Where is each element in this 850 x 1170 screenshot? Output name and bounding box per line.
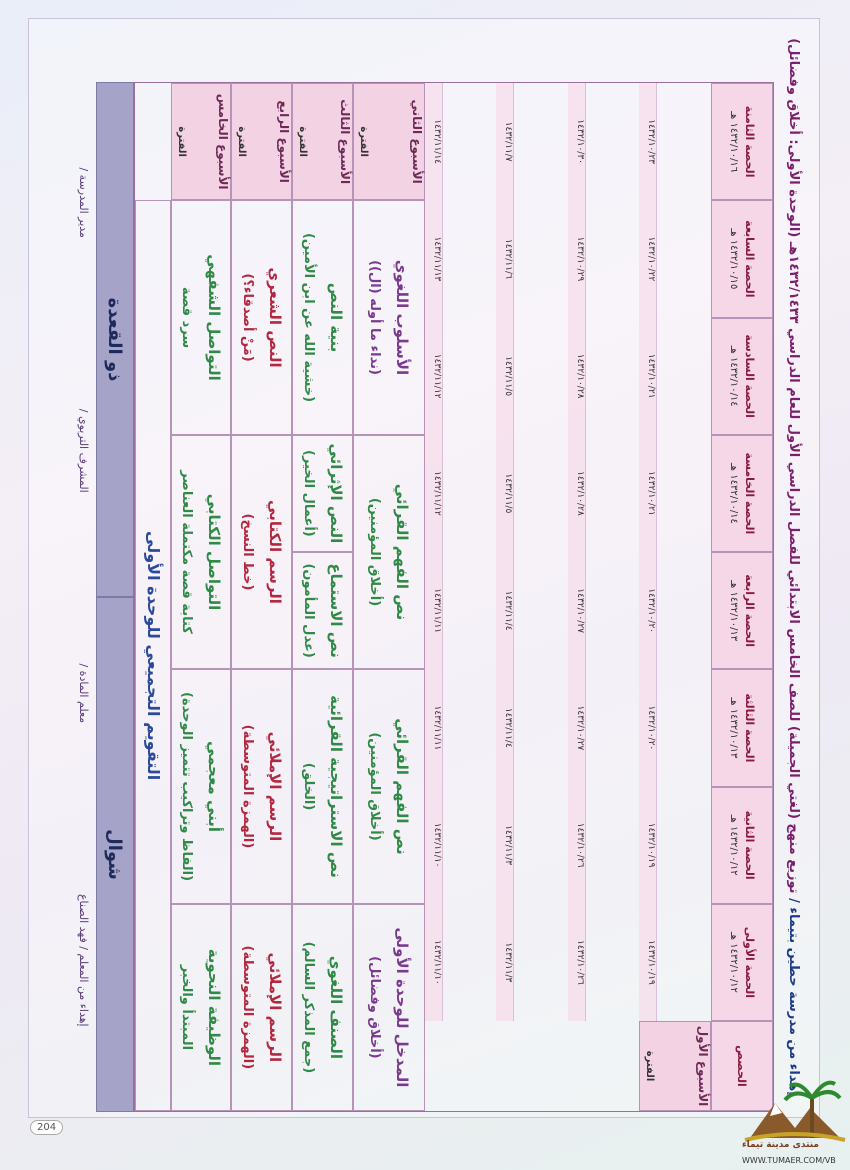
lesson-subtitle: (الخلق) [300,762,316,811]
period-date: ١٤٣٢/١٠/٢٦ [568,904,586,1021]
period-date: ١٤٣٢/١٠/٢٧ [568,552,586,669]
lesson-title [232,721,291,853]
header-period [711,669,773,786]
lesson-cell [353,904,425,1111]
lesson-text: أبني معجمي [205,740,224,833]
lesson-title [172,250,231,384]
lesson-cell [171,669,232,904]
page-number: 204 [30,1120,63,1135]
lesson-cell [171,904,232,1111]
period-date: ١٤٣٢/١١/٣ [496,904,514,1021]
header-date: ١٤٣٢/١٠/١٥ هـ [728,228,739,290]
lesson-subtitle: (خط النسخ) [240,513,256,591]
lesson-title [293,439,352,547]
lesson-cell [353,669,425,904]
lesson-subtitle: (الفاظ وتراكيب تتميز الوحدة) [179,692,195,882]
week-label [171,83,232,200]
lesson-cell [231,200,292,435]
header-label: الحصص [735,1045,749,1087]
lesson-text: الرسم الكتابي [266,500,285,604]
lesson-cell [171,435,232,670]
lesson-text: الأسلوب اللغوي [393,259,412,376]
period-date: ١٤٣٢/١١/١٣ [425,200,443,317]
period-date: ١٤٣٢/١١/٤ [496,669,514,786]
lesson-cell [171,200,232,435]
signature-footer [74,82,94,1112]
header-date: ١٤٣٢/١٠/١٢ هـ [728,814,739,876]
lesson-cell [292,435,353,552]
header-period [711,318,773,435]
header-date: ١٤٣٢/١٠/١٤ هـ [728,462,739,524]
period-date: ١٤٣٢/١٠/٢٣ [639,83,657,200]
header-date: ١٤٣٢/١٠/١٢ هـ [728,931,739,993]
lesson-text: نص الفهم القرائي [393,718,412,855]
week-dates [639,83,657,1021]
lesson-title [136,527,170,784]
week-dates [496,83,514,1021]
footer-item: مدير المدرسة / [77,167,91,238]
week-period: الفترة [175,126,187,157]
period-date: ١٤٣٢/١١/٥ [496,435,514,552]
week-label [231,83,292,200]
period-date: ١٤٣٢/١١/٥ [496,318,514,435]
header-period [711,552,773,669]
months-bar [96,82,134,1112]
week-label [353,83,425,200]
lesson-title [293,938,352,1078]
header-label: الحصة الثانية [743,810,756,880]
lesson-title [293,691,352,882]
lesson-cell [135,200,171,1111]
week-label [292,83,353,200]
lesson-title [359,714,418,859]
lesson-subtitle: (أعمال الخير) [300,450,316,537]
period-date: ١٤٣٢/١٠/٢٢ [639,200,657,317]
week-name: الأسبوع الثالث [337,99,352,185]
header-label: الحصة السابعة [743,220,756,298]
lesson-cell [353,435,425,670]
lesson-subtitle: (أخلاق وفضائل) [367,956,383,1059]
week-name: الأسبوع الثاني [409,99,424,184]
period-date: ١٤٣٢/١١/٧ [496,83,514,200]
period-date: ١٤٣٢/١٠/٢٦ [568,787,586,904]
period-date: ١٤٣٢/١١/١١ [425,669,443,786]
lesson-title [359,256,418,379]
header-period [711,435,773,552]
month-label: شوال [96,597,134,1112]
lesson-cell [231,904,292,1111]
lesson-title [172,466,231,638]
week-period: الفترة [644,1050,656,1082]
lesson-text: النص الإثرائي [326,443,345,544]
header-label: الحصة الأولى [743,926,756,998]
lesson-cell [292,552,353,669]
footer-item: المشرف التربوي / [77,408,91,493]
period-date: ١٤٣٢/١٠/٢٨ [568,318,586,435]
lesson-cell [292,200,353,435]
lesson-text: التواصل الشفهي [205,254,224,381]
header-label: الحصة الخامسة [743,452,756,535]
period-date: ١٤٣٢/١٠/١٩ [639,787,657,904]
logo-url: WWW.TUMAER.COM/VB [742,1156,836,1165]
lesson-subtitle: (عدل المأمون) [300,563,316,658]
period-date: ١٤٣٢/١٠/٢١ [639,318,657,435]
lesson-cell [231,669,292,904]
week-period: الفترة [357,126,369,157]
lesson-text: نص الفهم القرائي [393,483,412,621]
lesson-subtitle: كتابة قصة مكتملة العناصر [179,470,195,634]
header-label: الحصة الرابعة [743,574,756,647]
period-date: ١٤٣٢/١٠/٢٩ [568,200,586,317]
lesson-text: الرسم الإملائي [266,952,285,1063]
header-date: ١٤٣٢/١٠/١٦ هـ [728,111,739,173]
week-label [639,1021,711,1111]
week-dates [568,83,586,1021]
period-date: ١٤٣٢/١٠/٢٠ [639,552,657,669]
lesson-text: التواصل الكتابي [205,493,224,611]
lesson-title [293,559,352,661]
logo-text: منتدى مدينة تيماء [742,1140,819,1150]
week-period: الفترة [297,126,309,157]
header-label: الحصة الثالثة [743,693,756,763]
title-prefix: إهداء من مدرسة حطين بتيماء / [786,898,801,1096]
title-main: توزيع منهج (لغتي الجميلة) للصف الخامس الابتدائي للفصل الدراسي الأول للعام الدراسي ١٤٣٢/١٤٣٣هـ (الوحدة الأولى: أخلاق وفضائل) [786,38,801,894]
week-name: الأسبوع الخامس [216,93,231,190]
header-label: الحصة الثامنة [743,105,756,178]
lesson-title [232,496,291,608]
lesson-title [172,945,231,1070]
period-date: ١٤٣٢/١٠/٢٠ [639,669,657,786]
lesson-title [293,229,352,406]
period-date: ١٤٣٢/١٠/٢٨ [568,435,586,552]
month-label: ذو القعدة [96,82,134,597]
lesson-subtitle: (خشية الله عن ابن الأمين) [300,232,316,403]
lesson-cell [292,669,353,904]
lesson-subtitle: (أخلاق المؤمنين) [367,497,383,607]
schedule-document [77,22,812,1112]
lesson-title [359,480,418,625]
lesson-subtitle: (أخلاق المؤمنين) [367,732,383,841]
footer-item: إهداء من المعلم / فهد الصناع [77,893,91,1027]
period-date: ١٤٣٢/١٠/١٩ [639,904,657,1021]
period-date: ١٤٣٢/١٠/٣٠ [568,83,586,200]
week-period: الفترة [236,126,248,157]
lesson-title [232,263,291,371]
lesson-text: المدخل للوحدة الأولى [393,927,412,1088]
lesson-subtitle: سرد قصة [179,286,195,349]
header-period [711,83,773,200]
period-date: ١٤٣٢/١١/١٠ [425,787,443,904]
header-date: ١٤٣٢/١٠/١٣ هـ [728,580,739,642]
lesson-title [232,942,291,1074]
lesson-title [172,688,231,885]
lesson-subtitle: (الهمزة المتوسطة) [240,724,256,849]
period-date: ١٤٣٢/١١/٦ [496,200,514,317]
lesson-title [359,923,418,1091]
lesson-subtitle: (نداء ما أوله (ال)) [367,260,383,375]
lesson-cell [231,435,292,670]
lesson-subtitle: المبتدأ والخبر [179,964,195,1051]
period-date: ١٤٣٢/١١/١١ [425,552,443,669]
lesson-subtitle: (مَنْ أصدقاء؟) [240,273,256,362]
period-date: ١٤٣٢/١١/١٢ [425,435,443,552]
header-label: الحصة السادسة [743,334,756,418]
lesson-text: التقويم التجميعي للوحدة الأولى [143,531,163,781]
palm-logo-icon [740,1078,848,1168]
schedule-table [134,82,774,1112]
lesson-text: نص الاستراتيجية القرائية [326,695,345,878]
week-name: الأسبوع الرابع [277,100,292,183]
header-date: ١٤٣٢/١٠/١٤ هـ [728,345,739,407]
lesson-cell [353,200,425,435]
footer-item: معلم المادة / [77,663,91,724]
period-date: ١٤٣٢/١٠/٢١ [639,435,657,552]
period-date: ١٤٣٢/١١/١٠ [425,904,443,1021]
lesson-cell [292,904,353,1111]
period-date: ١٤٣٢/١٠/٢٧ [568,669,586,786]
lesson-subtitle: (جمع المذكر السالم) [300,941,316,1074]
header-period [711,904,773,1021]
period-date: ١٤٣٢/١١/١٤ [425,83,443,200]
period-date: ١٤٣٢/١١/١٢ [425,318,443,435]
lesson-text: النص الشعري [266,267,285,368]
period-date: ١٤٣٢/١١/٤ [496,552,514,669]
lesson-text: الرسم الإملائي [266,731,285,842]
period-date: ١٤٣٢/١١/٣ [496,787,514,904]
lesson-text: نص الاستماع [326,563,345,658]
lesson-text: بنية النص [326,282,345,353]
lesson-text: الصنف اللغوي [326,955,345,1060]
header-date: ١٤٣٢/١٠/١٣ هـ [728,697,739,759]
header-period [711,200,773,317]
document-title [774,22,812,1112]
lesson-subtitle: (الهمزة المتوسطة) [240,945,256,1070]
week-dates [425,83,443,1021]
week-name: الأسبوع الأول [696,1025,710,1107]
header-period [711,787,773,904]
lesson-text: الوظيفة النحوية [205,948,224,1067]
